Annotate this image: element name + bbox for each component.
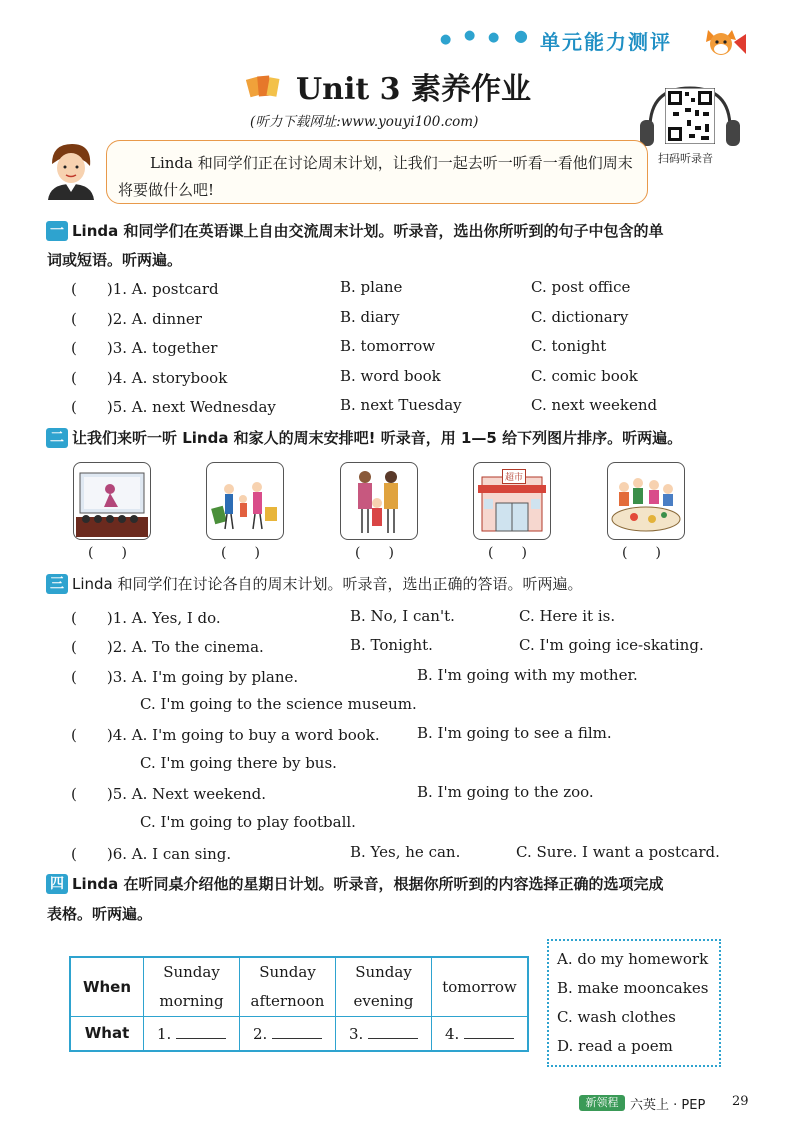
supermarket-sign: 超市 [502,469,526,484]
order-blank[interactable]: ( ) [355,545,394,561]
order-blank[interactable]: ( ) [622,545,661,561]
intro-text: Linda 和同学们正在讨论周末计划，让我们一起去听一听看一看他们周末将要做什么吧! [118,154,633,199]
question-option-b[interactable]: B. tomorrow [340,337,436,355]
table-cell: Sunday evening [336,957,432,1017]
section1-instruction: Linda 和同学们在英语课上自由交流周末计划。听录音，选出你所听到的句子中包含的单 [72,222,664,240]
header-label: 单元能力测评 [540,30,672,54]
paw-icon: ● [440,32,452,47]
qr-caption: 扫码听录音 [658,152,713,165]
table-cell: tomorrow [432,957,529,1017]
question-option-c[interactable]: C. I'm going to the science museum. [140,695,417,713]
student-avatar [42,140,100,200]
qr-block [638,82,742,152]
question-option-b[interactable]: B. word book [340,367,441,385]
picture-dinner [607,462,685,540]
section-badge: 四 [46,874,68,894]
qr-code-icon[interactable] [665,88,715,144]
question-option-a[interactable]: ( )5. A. next Wednesday [71,398,276,416]
table-row-header: What [70,1017,144,1051]
section-badge: 三 [46,574,68,594]
question-option-b[interactable]: B. diary [340,308,400,326]
table-cell: Sunday morning [144,957,240,1017]
question-option-b[interactable]: B. No, I can't. [350,607,455,625]
question-option-a[interactable]: ( )3. A. I'm going by plane. [71,668,299,686]
page-title: Unit 3 素养作业 [296,72,531,107]
section4-instruction: Linda 在听同桌介绍他的星期日计划。听录音，根据你所听到的内容选择正确的选项完成 [72,875,664,893]
question-option-b[interactable]: B. next Tuesday [340,396,462,414]
option-item: B. make mooncakes [557,979,709,997]
order-blank[interactable]: ( ) [88,545,127,561]
book-icon [246,70,286,100]
paw-icon: ● [488,30,500,45]
series-badge: 新领程 [579,1095,625,1111]
question-option-a[interactable]: ( )4. A. storybook [71,369,228,387]
answer-blank[interactable]: 1. [144,1017,240,1051]
question-option-c[interactable]: C. tonight [531,337,607,355]
question-option-a[interactable]: ( )5. A. Next weekend. [71,785,267,803]
question-option-c[interactable]: C. comic book [531,367,638,385]
question-option-c[interactable]: C. Sure. I want a postcard. [516,843,720,861]
section-badge: 一 [46,221,68,241]
picture-travel [206,462,284,540]
question-option-a[interactable]: ( )2. A. dinner [71,310,202,328]
question-option-a[interactable]: ( )4. A. I'm going to buy a word book. [71,726,380,744]
fox-mascot-icon [702,24,748,64]
question-option-c[interactable]: C. next weekend [531,396,658,414]
section1-instruction: 词或短语。听两遍。 [47,251,183,269]
question-option-c[interactable]: C. I'm going ice-skating. [519,636,704,654]
table-cell: Sunday afternoon [240,957,336,1017]
question-option-b[interactable]: B. I'm going to see a film. [417,724,612,742]
answer-blank[interactable]: 2. [240,1017,336,1051]
question-option-a[interactable]: ( )3. A. together [71,339,218,357]
section-badge: 二 [46,428,68,448]
schedule-table [69,956,529,1052]
question-option-b[interactable]: B. Tonight. [350,636,433,654]
question-option-c[interactable]: C. dictionary [531,308,629,326]
option-item: C. wash clothes [557,1008,676,1026]
answer-blank[interactable]: 3. [336,1017,432,1051]
question-option-c[interactable]: C. post office [531,278,631,296]
section2-instruction: 让我们来听一听 Linda 和家人的周末安排吧! 听录音，用 1—5 给下列图片排序。听两遍。 [72,429,683,447]
section4-instruction: 表格。听两遍。 [47,905,153,923]
paw-icon: ● [464,28,476,43]
page-number: 29 [732,1094,749,1109]
question-option-a[interactable]: ( )1. A. Yes, I do. [71,609,221,627]
answer-blank[interactable]: 4. [432,1017,529,1051]
question-option-c[interactable]: C. I'm going there by bus. [140,754,337,772]
picture-family [340,462,418,540]
question-option-a[interactable]: ( )1. A. postcard [71,280,219,298]
order-blank[interactable]: ( ) [488,545,527,561]
option-item: D. read a poem [557,1037,673,1055]
question-option-a[interactable]: ( )2. A. To the cinema. [71,638,264,656]
picture-supermarket [473,462,551,540]
option-item: A. do my homework [557,950,709,968]
question-option-b[interactable]: B. Yes, he can. [350,843,461,861]
paw-icon: ● [514,26,528,45]
table-row-header: When [70,957,144,1017]
download-url: (听力下载网址:www.youyi100.com) [250,114,479,130]
footer-text: 六英上 · PEP [630,1098,706,1113]
order-blank[interactable]: ( ) [221,545,260,561]
question-option-b[interactable]: B. plane [340,278,403,296]
question-option-b[interactable]: B. I'm going to the zoo. [417,783,594,801]
question-option-c[interactable]: C. Here it is. [519,607,616,625]
question-option-a[interactable]: ( )6. A. I can sing. [71,845,232,863]
picture-cinema [73,462,151,540]
section3-instruction: Linda 和同学们在讨论各自的周末计划。听录音，选出正确的答语。听两遍。 [72,575,583,593]
question-option-c[interactable]: C. I'm going to play football. [140,813,356,831]
question-option-b[interactable]: B. I'm going with my mother. [417,666,638,684]
